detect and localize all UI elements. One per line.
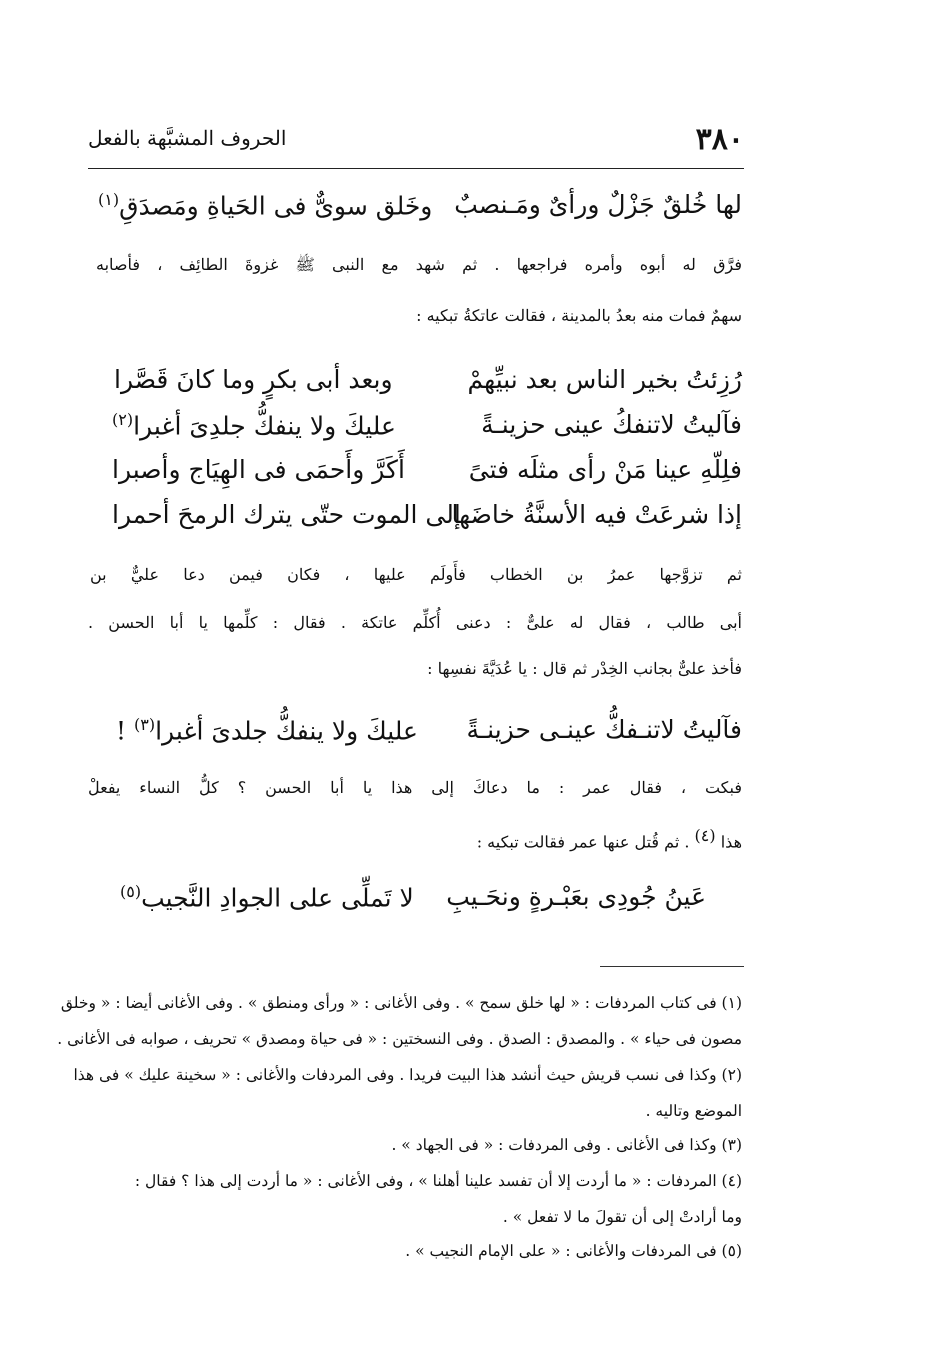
paragraph-1-line-2: سهمٌ فمات منه بعدُ بالمدينة ، فقالت عاتكةُ تبكيه :	[416, 306, 742, 325]
footnote-ref-4: (٤)	[694, 826, 716, 845]
paragraph-3-line-2	[477, 826, 742, 851]
verse-1-left-hemistich	[98, 190, 432, 220]
footnote-4-line-1: (٤) المردفات : « ما أردت إلا أن تفسد علينا أهلنا » ، وفى الأغانى : « ما أردت إلى هذا ؟ فقال :	[134, 1172, 742, 1190]
verse-3-left-hemistich	[120, 882, 414, 912]
verse-2-exclamation: !	[116, 716, 127, 746]
paragraph-3-rest: . ثم قُتل عنها عمر فقالت تبكيه :	[476, 832, 690, 852]
paragraph-1-line-1: فرَّق له أبوه وأمره فراجعها . ثم شهد مع النبى ﷺ غزوةَ الطائِف ، فأصابه	[96, 255, 742, 274]
footnote-3: (٣) وكذا فى الأغانى . وفى المردفات : « فى الجهاد » .	[391, 1136, 742, 1154]
paragraph-2-line-3: فأخذ علىٌّ بجانب الخِدْر ثم قال : يا عُدَيَّةَ نفسِها :	[427, 659, 742, 678]
footnote-2-line-1: (٢) وكذا فى نسب قريش حيث أنشد هذا البيت فريدا . وفى المردفات والأغانى : « سخينة عليك » فى هذا	[73, 1066, 742, 1084]
paragraph-2-line-1: ثم تزوَّجها عمرُ بن الخطاب فأَولَم عليها ، فكان فيمن دعا عليٌّ بن	[90, 565, 742, 584]
paragraph-3-word: هذا	[720, 832, 742, 852]
footnote-ref-5: (٥)	[120, 882, 142, 901]
footnote-ref-3: (٣)	[134, 715, 156, 734]
poem-1-line-3-left: أَكَرَّ وأَحمَى فى الهِيَاج وأصبرا	[112, 455, 405, 484]
verse-3-right-hemistich: عَينُ جُودِى بعَبْـرةٍ ونحَـيبِ	[446, 882, 706, 911]
poem-1-line-1-right: رُزِئتُ بخير الناس بعد نبيِّهمْ	[467, 365, 742, 394]
poem-1-line-2-right: فآليتُ لاتنفكُ عينى حزينـةً	[481, 410, 742, 439]
poem-1-line-4-right: إذا شرعَتْ فيه الأسنَّةُ خاضَها	[451, 500, 742, 529]
poem-1-line-1-left: وبعد أبى بكرٍ وما كانَ قَصَّرا	[114, 365, 393, 394]
verse-2-left-hemistich	[116, 715, 418, 745]
footnote-ref-1: (١)	[98, 190, 120, 209]
header-rule	[88, 168, 744, 169]
footnote-ref-2: (٢)	[112, 410, 134, 429]
verse-3-left-text: لا تَملِّى على الجوادِ النَّجيب	[141, 883, 414, 913]
footnote-1-line-1: (١) فى كتاب المردفات : « لها خلق سمح » . وفى الأغانى : « ورأى ومنطق » . وفى الأغانى أيضا : « وخلق	[60, 994, 742, 1012]
footnote-rule	[600, 966, 744, 967]
footnote-1-line-2: مصون فى حياء » . والمصدق : الصدق . وفى النسختين : « فى حياة ومصدق » تحريف ، صوابه فى الأغانى .	[57, 1030, 742, 1048]
paragraph-2-line-2: أبى طالب ، فقال له علىٌّ : دعنى أُكلِّم عاتكة . فقال : كلِّمها يا أبا الحسن .	[88, 613, 742, 632]
page-number: ٣٨٠	[695, 122, 744, 157]
footnote-5: (٥) فى المردفات والأغانى : « على الإمام النجيب » .	[405, 1242, 742, 1260]
verse-1-left-text: وخَلق سوىٌّ فى الحَياةِ ومَصدَقِ	[119, 191, 433, 221]
verse-1-right-hemistich: لها خُلقٌ جَزْلٌ ورأىٌ ومَـنصبٌ	[454, 190, 742, 219]
poem-1-line-3-right: فلِلّهِ عينا مَنْ رأى مثلَه فتىً	[468, 455, 742, 484]
footnote-2-line-2: الموضع وتاليه .	[645, 1102, 742, 1120]
poem-1-line-4-left: إلى الموت حتّى يترك الرمحَ أحمرا	[112, 500, 461, 529]
verse-2-left-text: عليكَ ولا ينفكُّ جلدىَ أغبرا	[155, 716, 418, 746]
running-title: الحروف المشبَّهة بالفعل	[88, 126, 287, 150]
poem-1-line-2-left	[112, 410, 396, 440]
page-header	[88, 118, 744, 168]
poem-1-line-2-left-text: عليكَ ولا ينفكُّ جلدِىَ أغبرا	[133, 411, 396, 441]
paragraph-3-line-1: فبكت ، فقال عمر : ما دعاكَ إلى هذا يا أبا الحسن ؟ كلُّ النساء يفعلْ	[88, 778, 742, 797]
verse-2-right-hemistich: فآليتُ لاتنـفكُّ عينـى حزينـةً	[466, 715, 742, 744]
footnote-4-line-2: وما أرادتْ إلى أن تقولَ ما لا تفعل » .	[502, 1208, 742, 1226]
